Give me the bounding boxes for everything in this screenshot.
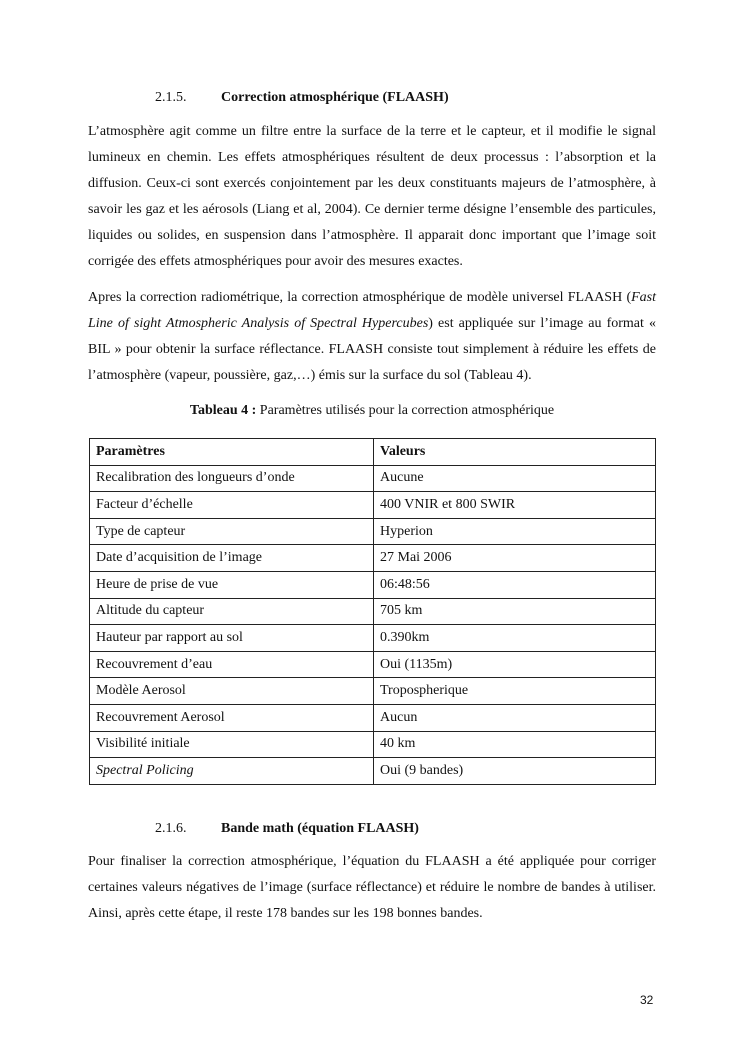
- paragraph-flaash-part2: ) est appliquée sur l’image au format « BIL » pour obtenir la surface réflectance. FLAASH consiste tout simplement à réduire les effets de l’atmosphère (vapeur, poussière, gaz,…) émis sur la surface du sol (Tableau 4).: [88, 316, 656, 383]
- paragraph-bande-math: Pour finaliser la correction atmosphérique, l’équation du FLAASH a été appliquée pour corriger certaines valeurs négatives de l’image (surface réflectance) et réduire le nombre de bandes à utiliser. Ainsi, après cette étape, il reste 178 bandes sur les 198 bonnes bandes.: [88, 854, 656, 921]
- param-cell: Type de capteur: [90, 518, 374, 545]
- param-cell: Hauteur par rapport au sol: [90, 625, 374, 652]
- section-number: 2.1.5.: [155, 90, 187, 105]
- table-row: [90, 492, 656, 519]
- section-heading-2-1-5: [88, 90, 658, 110]
- table-row: [90, 704, 656, 731]
- param-cell: Facteur d’échelle: [90, 492, 374, 519]
- value-cell: 0.390km: [374, 625, 656, 652]
- table-row: [90, 651, 656, 678]
- value-cell: Hyperion: [374, 518, 656, 545]
- param-cell: Heure de prise de vue: [90, 571, 374, 598]
- table-row: [90, 678, 656, 705]
- paragraph-flaash-part1: Apres la correction radiométrique, la correction atmosphérique de modèle universel FLAASH (: [88, 290, 632, 305]
- table-row: [90, 518, 656, 545]
- table-row: [90, 758, 656, 785]
- paragraph-flaash-italic: Fast Line of sight Atmospheric Analysis of Spectral Hypercubes: [88, 290, 656, 331]
- param-cell: Altitude du capteur: [90, 598, 374, 625]
- table-row: [90, 731, 656, 758]
- value-cell: 40 km: [374, 731, 656, 758]
- value-cell: Aucune: [374, 465, 656, 492]
- table-header-row: [90, 439, 656, 466]
- value-cell: 27 Mai 2006: [374, 545, 656, 572]
- table-row: [90, 625, 656, 652]
- value-cell: 400 VNIR et 800 SWIR: [374, 492, 656, 519]
- value-cell: 06:48:56: [374, 571, 656, 598]
- table-row: [90, 598, 656, 625]
- table-row: [90, 465, 656, 492]
- paragraph-atmosphere: L’atmosphère agit comme un filtre entre la surface de la terre et le capteur, et il modifie le signal lumineux en chemin. Les effets atmosphériques résultent de deux processus : l’absorption et la diffusion. Ceux-ci sont exercés conjointement par les deux constituants majeurs de l’atmosphère, à savoir les gaz et les aérosols (Liang et al, 2004). Ce dernier terme désigne l’ensemble des particules, liquides ou solides, en suspension dans l’atmosphère. Il apparait donc important que l’image soit corrigée des effets atmosphériques pour avoir des mesures exactes.: [88, 124, 656, 269]
- param-cell: Visibilité initiale: [90, 731, 374, 758]
- table-row: [90, 545, 656, 572]
- parameters-table: [89, 438, 656, 785]
- page-number: 32: [640, 993, 654, 1007]
- value-cell: Oui (1135m): [374, 651, 656, 678]
- section-title: Bande math (équation FLAASH): [221, 821, 419, 836]
- param-cell: Recouvrement Aerosol: [90, 704, 374, 731]
- value-cell: Aucun: [374, 704, 656, 731]
- param-cell: Modèle Aerosol: [90, 678, 374, 705]
- header-parametres: Paramètres: [90, 439, 374, 466]
- table-caption-text: Paramètres utilisés pour la correction atmosphérique: [256, 403, 555, 418]
- param-cell: Spectral Policing: [90, 758, 374, 785]
- param-cell: Recalibration des longueurs d’onde: [90, 465, 374, 492]
- value-cell: 705 km: [374, 598, 656, 625]
- section-heading-2-1-6: [88, 821, 658, 841]
- value-cell: Oui (9 bandes): [374, 758, 656, 785]
- table-row: [90, 571, 656, 598]
- param-cell: Date d’acquisition de l’image: [90, 545, 374, 572]
- header-valeurs: Valeurs: [374, 439, 656, 466]
- table-caption: [88, 401, 656, 421]
- section-number: 2.1.6.: [155, 821, 187, 836]
- table-caption-label: Tableau 4 :: [189, 403, 257, 418]
- value-cell: Tropospherique: [374, 678, 656, 705]
- param-cell: Recouvrement d’eau: [90, 651, 374, 678]
- paragraph-flaash: [88, 285, 656, 389]
- section-title: Correction atmosphérique (FLAASH): [221, 90, 449, 105]
